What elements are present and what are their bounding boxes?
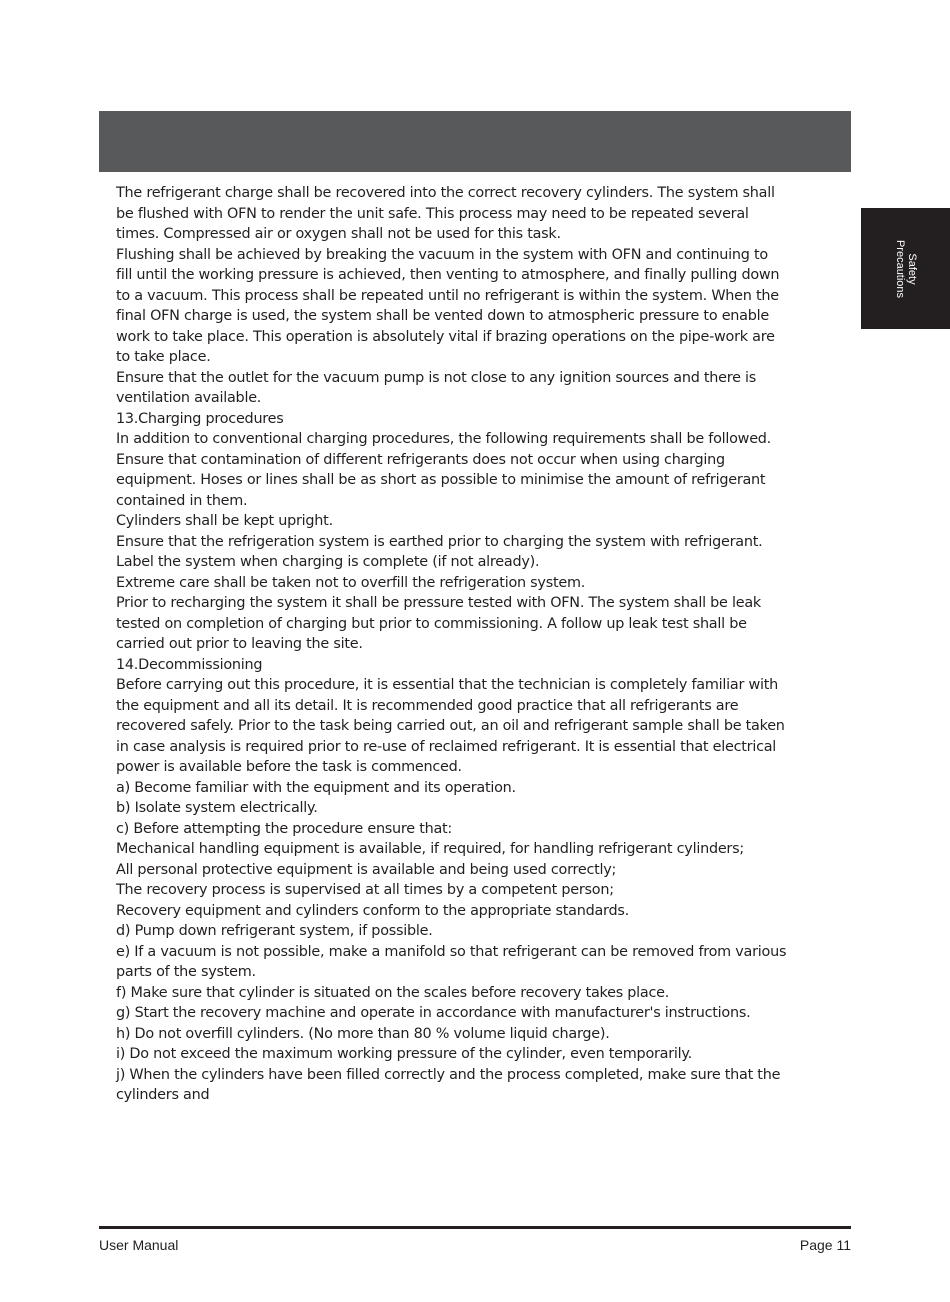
- body-line: Ensure that the refrigeration system is earthed prior to charging the system with refrigerant.: [116, 533, 763, 550]
- body-line: In addition to conventional charging procedures, the following requirements shall be followed.: [116, 431, 772, 447]
- body-line: Cylinders shall be kept upright.: [116, 513, 333, 529]
- body-line: parts of the system.: [116, 964, 256, 980]
- body-line: i) Do not exceed the maximum working pressure of the cylinder, even temporarily.: [116, 1046, 692, 1062]
- body-line: Flushing shall be achieved by breaking the vacuum in the system with OFN and continuing to: [116, 246, 768, 263]
- side-tab-label-line1: Safety: [905, 252, 918, 285]
- body-line: e) If a vacuum is not possible, make a manifold so that refrigerant can be removed from various: [116, 943, 787, 960]
- body-line: b) Isolate system electrically.: [116, 800, 318, 816]
- body-line: in case analysis is required prior to re-use of reclaimed refrigerant. It is essential that electrical: [116, 738, 777, 755]
- body-line: h) Do not overfill cylinders. (No more than 80 % volume liquid charge).: [116, 1025, 610, 1042]
- body-line: power is available before the task is commenced.: [116, 759, 462, 775]
- body-line: All personal protective equipment is available and being used correctly;: [116, 861, 617, 878]
- body-line: f) Make sure that cylinder is situated on the scales before recovery takes place.: [116, 984, 670, 1001]
- body-line: cylinders and: [116, 1087, 210, 1103]
- body-line: g) Start the recovery machine and operate in accordance with manufacturer's instructions.: [116, 1005, 751, 1021]
- body-line: d) Pump down refrigerant system, if possible.: [116, 923, 433, 939]
- body-line: the equipment and all its detail. It is recommended good practice that all refrigerants are: [116, 697, 739, 714]
- body-line: a) Become familiar with the equipment and its operation.: [116, 779, 516, 796]
- body-text: [116, 183, 834, 1106]
- body-line: Before carrying out this procedure, it is essential that the technician is completely familiar with: [116, 677, 778, 693]
- body-line: c) Before attempting the procedure ensure that:: [116, 820, 453, 837]
- section-header-bar: [99, 111, 851, 172]
- footer-page-number: Page 11: [799, 1237, 851, 1253]
- body-line: work to take place. This operation is absolutely vital if brazing operations on the pipe-work are: [116, 328, 775, 345]
- body-line: Prior to recharging the system it shall be pressure tested with OFN. The system shall be leak: [116, 595, 761, 611]
- body-line: Mechanical handling equipment is available, if required, for handling refrigerant cylinders;: [116, 841, 744, 857]
- body-line: equipment. Hoses or lines shall be as short as possible to minimise the amount of refrigerant: [116, 472, 766, 488]
- body-line: The refrigerant charge shall be recovered into the correct recovery cylinders. The system shall: [116, 185, 775, 201]
- body-line: Label the system when charging is complete (if not already).: [116, 554, 540, 570]
- body-line: Ensure that the outlet for the vacuum pump is not close to any ignition sources and there is: [116, 369, 757, 386]
- body-line: Extreme care shall be taken not to overfill the refrigeration system.: [116, 574, 586, 591]
- body-line: contained in them.: [116, 492, 248, 509]
- body-line: carried out prior to leaving the site.: [116, 636, 363, 652]
- body-line: Recovery equipment and cylinders conform to the appropriate standards.: [116, 902, 629, 919]
- body-line: 14.Decommissioning: [116, 656, 263, 673]
- body-line: final OFN charge is used, the system shall be vented down to atmospheric pressure to enable: [116, 308, 769, 324]
- body-line: fill until the working pressure is achieved, then venting to atmosphere, and finally pulling down: [116, 267, 780, 283]
- side-tab-label: [894, 239, 918, 297]
- footer-divider: [99, 1226, 851, 1229]
- body-line: ventilation available.: [116, 390, 262, 406]
- section-side-tab: [861, 208, 950, 329]
- body-line: The recovery process is supervised at all times by a competent person;: [116, 882, 614, 898]
- body-line: j) When the cylinders have been filled correctly and the process completed, make sure that the: [116, 1066, 781, 1083]
- body-line: tested on completion of charging but prior to commissioning. A follow up leak test shall be: [116, 615, 747, 632]
- footer-manual-title: User Manual: [99, 1237, 179, 1253]
- body-line: be flushed with OFN to render the unit safe. This process may need to be repeated several: [116, 205, 749, 222]
- body-line: to a vacuum. This process shall be repeated until no refrigerant is within the system. When the: [116, 287, 779, 304]
- body-line: recovered safely. Prior to the task being carried out, an oil and refrigerant sample shall be taken: [116, 718, 785, 734]
- side-tab-label-line2: Precautions: [893, 239, 906, 298]
- body-line: Ensure that contamination of different refrigerants does not occur when using charging: [116, 451, 725, 468]
- body-line: to take place.: [116, 349, 211, 365]
- body-line: times. Compressed air or oxygen shall not be used for this task.: [116, 226, 561, 242]
- body-line: 13.Charging procedures: [116, 410, 284, 427]
